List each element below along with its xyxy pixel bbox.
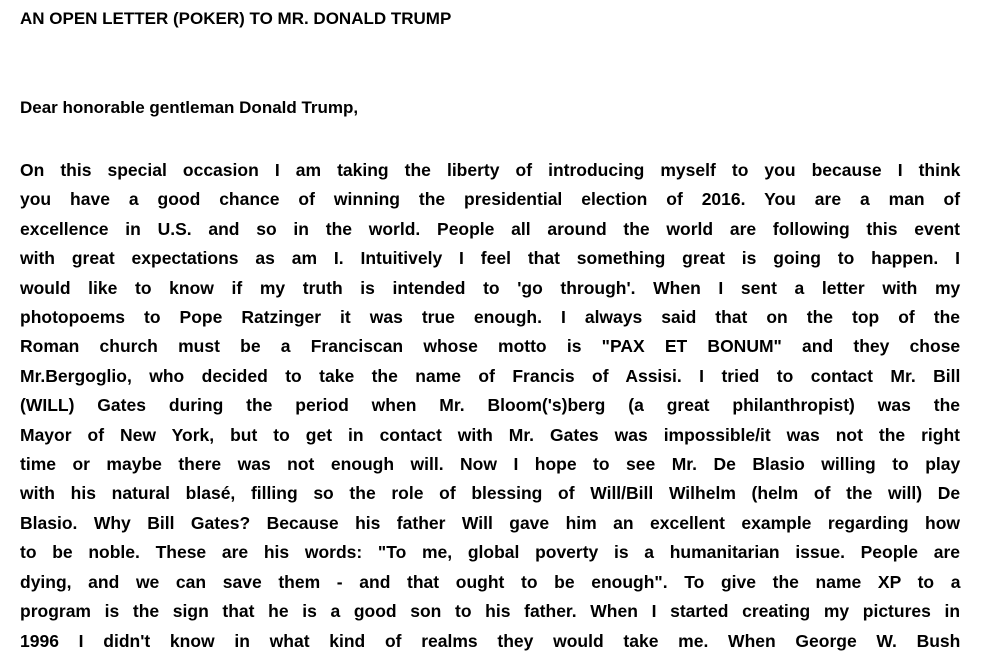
body-line: 1996 I didn't know in what kind of realms they would take me. When George W. Bush [20, 630, 961, 651]
body-line: excellence in U.S. and so in the world. People all around the world are following this event [20, 218, 960, 239]
body-line: to be noble. These are his words: "To me, global poverty is a humanitarian issue. People are [20, 542, 960, 563]
body-line: (WILL) Gates during the period when Mr. Bloom('s)berg (a great philanthropist) was the [20, 395, 960, 416]
body-line: you have a good chance of winning the presidential election of 2016. You are a man of [20, 189, 961, 210]
body-line: Mayor of New York, but to get in contact with Mr. Gates was impossible/it was not the right [20, 424, 960, 445]
body-line: program is the sign that he is a good son to his father. When I started creating my pictures in [20, 601, 961, 622]
letter-title: AN OPEN LETTER (POKER) TO MR. DONALD TRUMP [20, 9, 452, 28]
letter-body [20, 156, 960, 656]
body-line: Blasio. Why Bill Gates? Because his father Will gave him an excellent example regarding how [20, 512, 960, 533]
body-line: time or maybe there was not enough will. Now I hope to see Mr. De Blasio willing to play [20, 454, 961, 475]
body-line: Roman church must be a Franciscan whose motto is "PAX ET BONUM" and they chose [20, 336, 961, 357]
body-line: dying, and we can save them - and that ought to be enough". To give the name XP to a [20, 571, 961, 592]
body-line: with great expectations as am I. Intuitively I feel that something great is going to happen. I [20, 248, 960, 269]
body-line: On this special occasion I am taking the liberty of introducing myself to you because I think [20, 160, 961, 180]
body-line: photopoems to Pope Ratzinger it was true enough. I always said that on the top of the [20, 307, 960, 328]
letter-salutation: Dear honorable gentleman Donald Trump, [20, 98, 359, 117]
body-line: Mr.Bergoglio, who decided to take the name of Francis of Assisi. I tried to contact Mr. Bill [20, 365, 961, 386]
body-line: would like to know if my truth is intended to 'go through'. When I sent a letter with my [20, 277, 961, 298]
body-line: with his natural blasé, filling so the role of blessing of Will/Bill Wilhelm (helm of the will) De [20, 483, 961, 504]
